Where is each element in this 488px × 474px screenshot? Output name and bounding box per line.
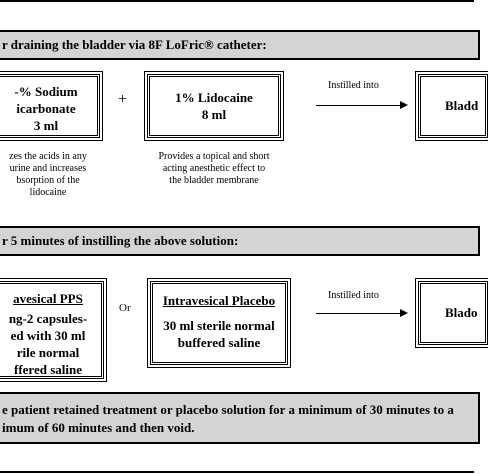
bladder-box-2-label: Blado: [445, 305, 478, 320]
sodium-bicarbonate-line-2: icarbonate: [16, 101, 76, 116]
sodium-bicarbonate-note-line-2: urine and increases: [9, 163, 87, 174]
intravesical-placebo-box: [150, 281, 288, 365]
lidocaine-note-line-2: acting anesthetic effect to: [162, 163, 266, 174]
lidocaine-line-2: 8 ml: [201, 107, 227, 122]
arrow-2-shaft: [316, 313, 402, 314]
bladder-box-2: [418, 281, 488, 345]
sodium-bicarbonate-note: [0, 151, 100, 199]
section2-header: [0, 226, 480, 256]
sodium-bicarbonate-line-1: -% Sodium: [14, 84, 78, 99]
section3-line-1: e patient retained treatment or placebo solution for a minimum of 30 minutes to a: [2, 402, 454, 417]
plus-sign: +: [118, 91, 128, 108]
lidocaine-box: [147, 74, 281, 138]
section3-banner: [0, 392, 480, 444]
sodium-bicarbonate-note-line-1: zes the acids in any: [9, 151, 87, 162]
arrow-2-head-icon: [400, 309, 408, 317]
section1-header: [0, 30, 480, 60]
section2-header-text: r 5 minutes of instilling the above solution:: [2, 233, 239, 248]
intravesical-pps-line-4: ffered saline: [14, 362, 82, 377]
intravesical-placebo-line-2: buffered saline: [177, 335, 261, 350]
instilled-into-label-2: Instilled into: [328, 290, 379, 301]
bladder-box-1: [418, 74, 488, 138]
intravesical-pps-title: avesical PPS: [13, 291, 83, 306]
intravesical-placebo-title: Intravesical Placebo: [162, 293, 276, 308]
sodium-bicarbonate-note-line-3: bsorption of the: [16, 175, 80, 186]
intravesical-pps-box: [0, 281, 104, 379]
sodium-bicarbonate-note-line-4: lidocaine: [29, 187, 67, 198]
bottom-border: [0, 471, 474, 473]
intravesical-pps-line-3: rile normal: [16, 345, 80, 360]
lidocaine-note: [147, 151, 281, 187]
intravesical-pps-line-1: ng-2 capsules-: [8, 311, 88, 326]
instilled-into-label-1: Instilled into: [328, 80, 379, 91]
section3-line-2: imum of 60 minutes and then void.: [2, 420, 195, 435]
arrow-1-head-icon: [400, 101, 408, 109]
bladder-box-1-label: Bladd: [445, 98, 479, 113]
intravesical-placebo-line-1: 30 ml sterile normal: [163, 318, 275, 333]
lidocaine-note-line-3: the bladder membrane: [169, 175, 259, 186]
top-border: [0, 0, 474, 2]
section1-header-text: r draining the bladder via 8F LoFric® catheter:: [2, 37, 267, 52]
sodium-bicarbonate-box: [0, 74, 100, 138]
lidocaine-line-1: 1% Lidocaine: [175, 90, 253, 105]
intravesical-pps-line-2: ed with 30 ml: [10, 328, 86, 343]
sodium-bicarbonate-line-3: 3 ml: [33, 118, 59, 133]
lidocaine-note-line-1: Provides a topical and short: [158, 151, 270, 162]
or-label: Or: [119, 302, 131, 314]
arrow-1-shaft: [316, 105, 402, 106]
